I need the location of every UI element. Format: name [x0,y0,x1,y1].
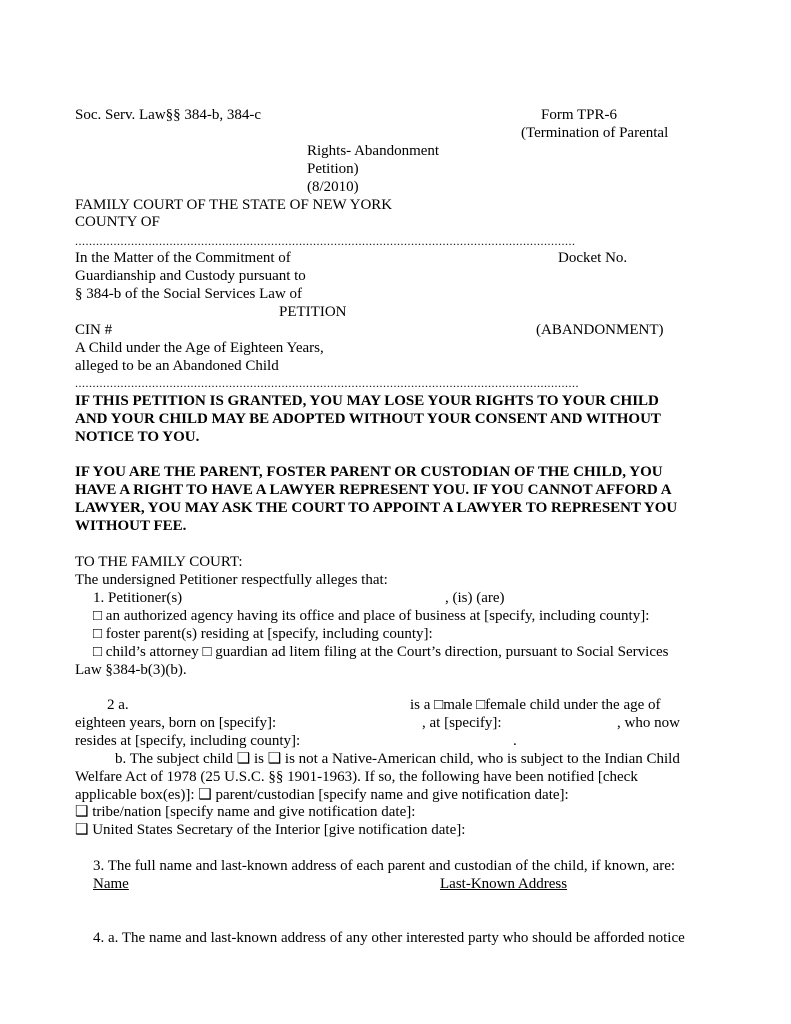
petitioner-is-are: , (is) (are) [445,590,505,606]
warning-2-line-2: HAVE A RIGHT TO HAVE A LAWYER REPRESENT YOU. IF YOU CANNOT AFFORD A [75,482,672,498]
form-date: (8/2010) [307,179,359,195]
matter-line-1: In the Matter of the Commitment of [75,250,291,266]
petitioner-option-foster: □ foster parent(s) residing at [specify, including county]: [93,626,433,642]
warning-1-line-2: AND YOUR CHILD MAY BE ADOPTED WITHOUT YOUR CONSENT AND WITHOUT [75,411,661,427]
petitioner-option-agency: □ an authorized agency having its office and place of business at [specify, including county]: [93,608,650,624]
item-2a-label: 2 a. [107,697,129,713]
form-id: Form TPR-6 [541,107,617,123]
petitioner-option-attorney: □ child’s attorney □ guardian ad litem filing at the Court’s direction, pursuant to Social Services [93,644,669,660]
item-2a-born-on: eighteen years, born on [specify]: [75,715,277,731]
cin-label: CIN # [75,322,113,338]
item-2b-line-3: applicable box(es)]: ❑ parent/custodian [specify name and give notification date]: [75,787,569,803]
intro-line: The undersigned Petitioner respectfully alleges that: [75,572,388,588]
form-title-line-3: Petition) [307,161,359,177]
item-3-name-heading: Name [93,876,129,892]
warning-1-line-1: IF THIS PETITION IS GRANTED, YOU MAY LOSE YOUR RIGHTS TO YOUR CHILD [75,393,659,409]
caption-separator-2: ................................................................................................................................................ [75,376,579,390]
statute-citation: Soc. Serv. Law§§ 384-b, 384-c [75,107,262,123]
item-3-line-1: 3. The full name and last-known address of each parent and custodian of the child, if known, are: [93,858,676,874]
item-2b-line-4: ❑ tribe/nation [specify name and give notification date]: [75,804,416,820]
item-2a-sex: is a □male □female child under the age of [410,697,661,713]
petition-heading: PETITION [279,304,347,320]
warning-1-line-3: NOTICE TO YOU. [75,429,200,445]
matter-line-3: § 384-b of the Social Services Law of [75,286,303,302]
item-4a-line-1: 4. a. The name and last-known address of any other interested party who should be afforded notice [93,930,685,946]
to-family-court: TO THE FAMILY COURT: [75,554,243,570]
item-2a-period: . [513,733,517,749]
caption-separator: ............................................................................................................................................... [75,234,576,248]
item-2b-line-5: ❑ United States Secretary of the Interior [give notification date]: [75,822,466,838]
court-name: FAMILY COURT OF THE STATE OF NEW YORK [75,197,393,213]
warning-2-line-4: WITHOUT FEE. [75,518,187,534]
petitioner-label: 1. Petitioner(s) [93,590,183,606]
abandonment-label: (ABANDONMENT) [536,322,664,338]
child-line-2: alleged to be an Abandoned Child [75,358,279,374]
docket-label: Docket No. [558,250,628,266]
warning-2-line-1: IF YOU ARE THE PARENT, FOSTER PARENT OR CUSTODIAN OF THE CHILD, YOU [75,464,663,480]
matter-line-2: Guardianship and Custody pursuant to [75,268,306,284]
item-2a-who-now: , who now [617,715,680,731]
item-2b-line-2: Welfare Act of 1978 (25 U.S.C. §§ 1901-1963). If so, the following have been notified [check [75,769,638,785]
form-title-line-2: Rights- Abandonment [307,143,440,159]
form-title-line-1: (Termination of Parental [521,125,669,141]
warning-2-line-3: LAWYER, YOU MAY ASK THE COURT TO APPOINT A LAWYER TO REPRESENT YOU [75,500,678,516]
child-line-1: A Child under the Age of Eighteen Years, [75,340,324,356]
item-2a-resides: resides at [specify, including county]: [75,733,301,749]
county-label: COUNTY OF [75,214,160,230]
item-3-address-heading: Last-Known Address [440,876,568,892]
item-2b-line-1: b. The subject child ❑ is ❑ is not a Native-American child, who is subject to the Indian Child [115,751,680,767]
petitioner-option-attorney-cont: Law §384-b(3)(b). [75,662,187,678]
item-2a-born-at: , at [specify]: [422,715,502,731]
